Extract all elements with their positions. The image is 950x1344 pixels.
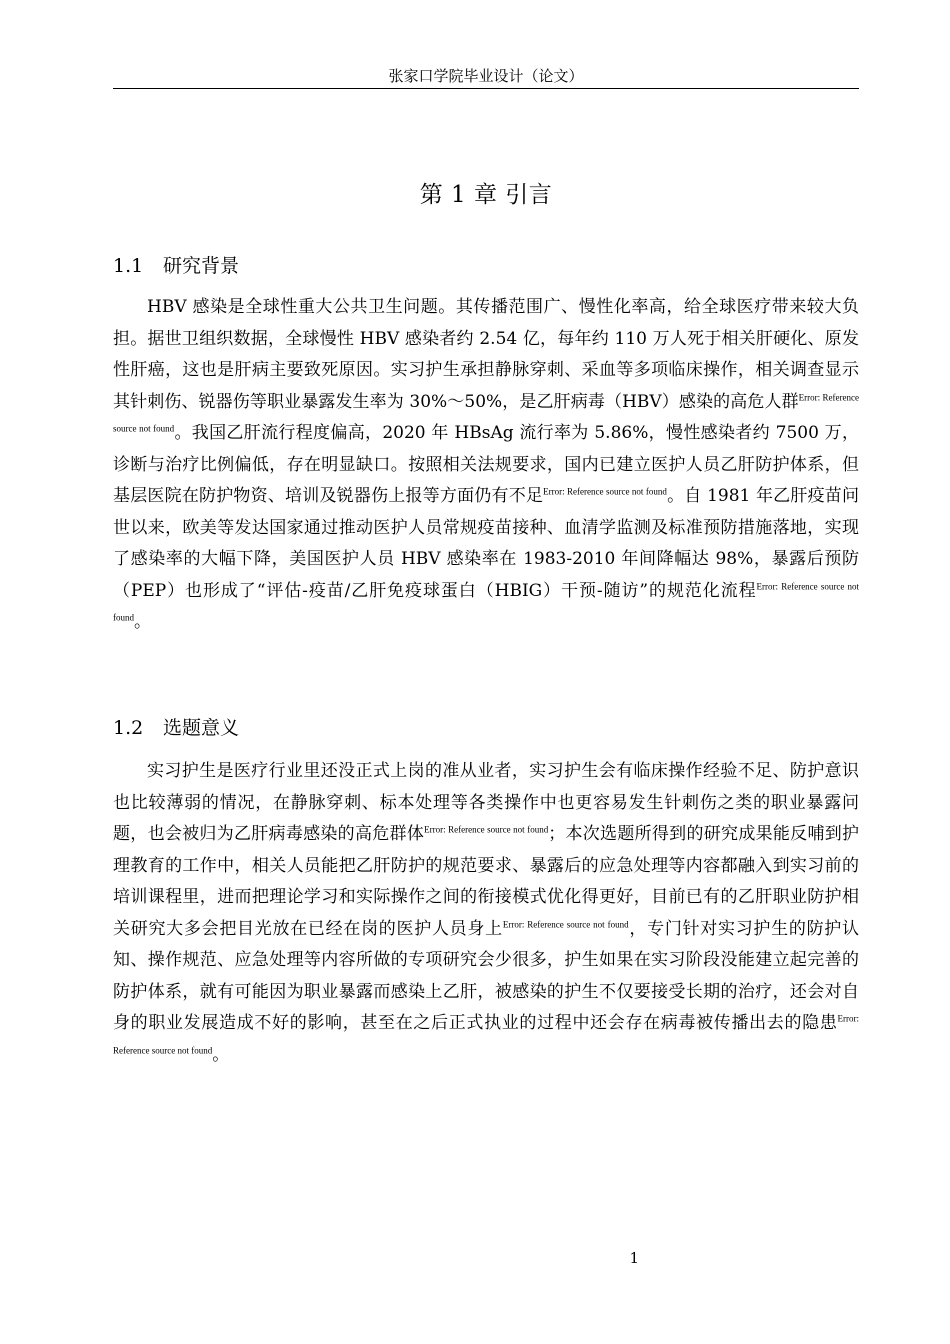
text-segment: 。 xyxy=(212,1044,230,1065)
text-segment: ，专门针对实习护生的防护认知、操作规范、应急处理等内容所做的专项研究会少很多，护生如果在实习阶段没能建立起完善的防护体系，就有可能因为职业暴露而感染上乙肝，被感染的护生不仅要接受长期的治疗，还会对自身的职业发展造成不好的影响，甚至在之后正式执业的过程中还会存在病毒被传播出去的隐患 xyxy=(113,918,860,1033)
citation-error: Error: Reference source not found xyxy=(424,824,549,835)
header-rule xyxy=(113,88,859,89)
section-heading-1-1 xyxy=(113,253,239,279)
text-segment: ；本次选题所得到的研究成果能反哺到护理教育的工作中，相关人员能把乙肝防护的规范要求、暴露后的应急处理等内容都融入到实习前的培训课程里，进而把理论学习和实际操作之间的衔接模式优化得更好，目前已有的乙肝职业防护相关研究大多会把目光放在已经在岗的医护人员身上 xyxy=(113,824,860,939)
section-title: 选题意义 xyxy=(163,717,240,739)
citation-error: Error: Reference source not found xyxy=(113,580,859,623)
section-number: 1.2 xyxy=(113,717,144,739)
citation-error: Error: Reference source not found xyxy=(502,918,629,929)
text-segment: 。自 1981 年乙肝疫苗问世以来，欧美等发达国家通过推动医护人员常规疫苗接种、血清学监测及标准预防措施落地，实现了感染率的大幅下降，美国医护人员 HBV 感染率在 1983-2010 年间降幅达 98%，暴露后预防（PEP）也形成了“评估-疫苗/乙肝免疫球蛋白（HBIG）干预-随访”的规范化流程 xyxy=(113,486,859,601)
paragraph-research-background xyxy=(113,292,859,639)
section-number: 1.1 xyxy=(113,255,144,277)
citation-error: Error: Reference source not found xyxy=(113,1013,859,1055)
text-segment: 实习护生是医疗行业里还没正式上岗的准从业者，实习护生会有临床操作经验不足、防护意识也比较薄弱的情况，在静脉穿刺、标本处理等各类操作中也更容易发生针刺伤之类的职业暴露问题，也会被归为乙肝病毒感染的高危群体 xyxy=(113,761,859,844)
text-segment: 。我国乙肝流行程度偏高，2020 年 HBsAg 流行率为 5.86%，慢性感染者约 7500 万，诊断与治疗比例偏低，存在明显缺口。按照相关法规要求，国内已建立医护人员乙肝防护体系，但基层医院在防护物资、培训及锐器伤上报等方面仍有不足 xyxy=(113,423,859,506)
page-header: 张家口学院毕业设计（论文） xyxy=(388,67,584,85)
text-segment: HBV 感染是全球性重大公共卫生问题。其传播范围广、慢性化率高，给全球医疗带来较大负担。据世卫组织数据，全球慢性 HBV 感染者约 2.54 亿，每年约 110 万人死于相关肝硬化、原发性肝癌，这也是肝病主要致死原因。实习护生承担静脉穿刺、采血等多项临床操作，相关调查显示其针刺伤、锐器伤等职业暴露发生率为 30%～50%，是乙肝病毒（HBV）感染的高危人群 xyxy=(113,297,859,412)
section-title: 研究背景 xyxy=(163,255,240,277)
section-heading-1-2 xyxy=(113,715,239,741)
text-segment: 。 xyxy=(134,612,151,632)
citation-error: Error: Reference source not found xyxy=(113,391,859,434)
citation-error: Error: Reference source not found xyxy=(543,486,667,497)
chapter-title: 第 1 章 引言 xyxy=(419,182,553,208)
paragraph-topic-significance xyxy=(113,756,859,1071)
page-number: 1 xyxy=(629,1249,639,1267)
